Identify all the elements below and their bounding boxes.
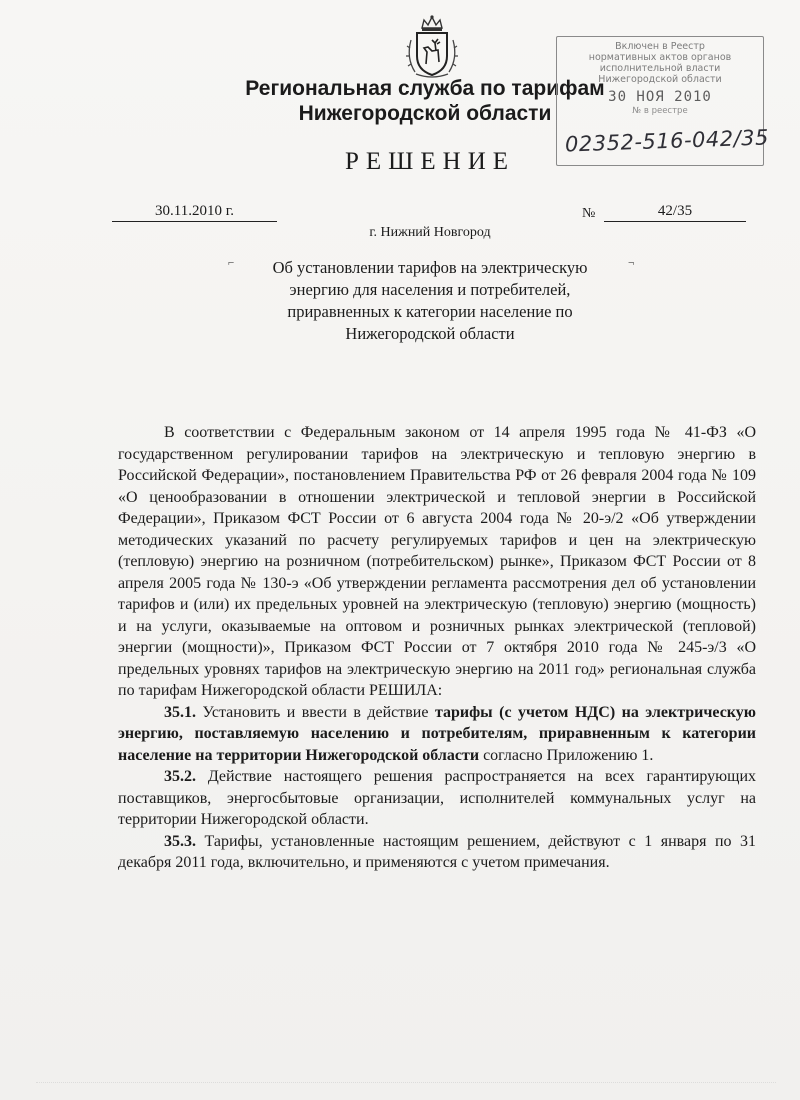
stamp-registry-number: 02352-516-042/35: [564, 125, 770, 157]
registry-stamp: [556, 36, 770, 166]
number-sign: №: [582, 206, 596, 221]
document-type-title: РЕШЕНИЕ: [344, 148, 516, 175]
stamp-line-3: исполнительной власти: [599, 63, 721, 74]
stamp-registry-label: № в реестре: [632, 106, 688, 116]
clause-35-3: [118, 831, 756, 874]
stamp-line-4: Нижегородской области: [598, 74, 722, 85]
organization-line-2: Нижегородской области: [298, 102, 552, 125]
clause-35-1-intro: Установить и ввести в действие: [202, 703, 429, 721]
clause-35-1-bold: тарифы (с учетом НДС) на электрическую энергию, поставляемую населению и потребителям, приравненным к категории население на территории Нижегородской области: [118, 703, 757, 764]
stamp-date: 30 НОЯ 2010: [608, 89, 712, 105]
clause-35-1-tail: согласно Приложению 1.: [483, 746, 654, 764]
decision-number: 42/35: [604, 203, 746, 222]
subject-corner-right: ¬: [628, 257, 635, 269]
clause-35-2: [118, 766, 756, 831]
organization-line-1: Региональная служба по тарифам: [245, 77, 605, 100]
clause-35-2-number: 35.2.: [164, 768, 196, 785]
clause-35-1-number: 35.1.: [164, 703, 196, 721]
clause-35-1: [118, 702, 756, 767]
city: г. Нижний Новгород: [369, 225, 491, 240]
clause-35-3-text: Тарифы, установленные настоящим решением, действуют с 1 января по 31 декабря 2011 года, включительно, и применяются с учетом примечания.: [118, 832, 757, 871]
coat-of-arms-icon: [402, 14, 462, 78]
subject-line-3: приравненных к категории население по: [287, 302, 573, 321]
clause-35-3-number: 35.3.: [164, 832, 196, 850]
decision-date: 30.11.2010 г.: [112, 203, 277, 222]
subject-line-4: Нижегородской области: [345, 324, 515, 343]
subject-line-1: Об установлении тарифов на электрическую: [272, 258, 588, 277]
stamp-line-2: нормативных актов органов: [588, 52, 732, 63]
preamble-paragraph: В соответствии с Федеральным законом от 14 апреля 1995 года № 41-ФЗ «О государственном регулировании тарифов на электрическую и тепловую энергию в Российской Федерации», постановлением Правительства РФ от 26 февраля 2004 года № 109 «О ценообразовании в отношении электрической и тепловой энергии в Российской Федерации», Приказом ФСТ России от 6 августа 2004 года № 20-э/2 «Об утверждении методических указаний по расчету регулируемых тарифов и цен на электрическую (тепловую) энергию на розничном (потребительском) рынке», Приказом ФСТ России от 8 апреля 2005 года № 130-э «Об утверждении регламента рассмотрения дел об установлении тарифов и (или) их предельных уровней на электрическую (тепловую) энергию (мощность) и на услуги, оказываемые на оптовом и розничных рынках электрической (тепловой) энергии (мощности)», Приказом ФСТ России от 7 октября 2010 года № 245-э/3 «О предельных уровнях тарифов на электрическую энергию на 2011 год» региональная служба по тарифам Нижегородской области РЕШИЛА:: [118, 424, 756, 699]
subject-corner-left: ⌐: [228, 257, 235, 269]
subject-line-2: энергию для населения и потребителей,: [289, 280, 571, 299]
decision-subject: [245, 257, 615, 345]
stamp-line-1: Включен в Реестр: [615, 41, 705, 52]
page-bottom-edge: [36, 1082, 776, 1089]
clause-35-2-text: Действие настоящего решения распространяется на всех гарантирующих поставщиков, энергосбытовые организации, исполнителей коммунальных услуг на территории Нижегородской области.: [118, 768, 757, 828]
decision-body: [118, 422, 756, 874]
